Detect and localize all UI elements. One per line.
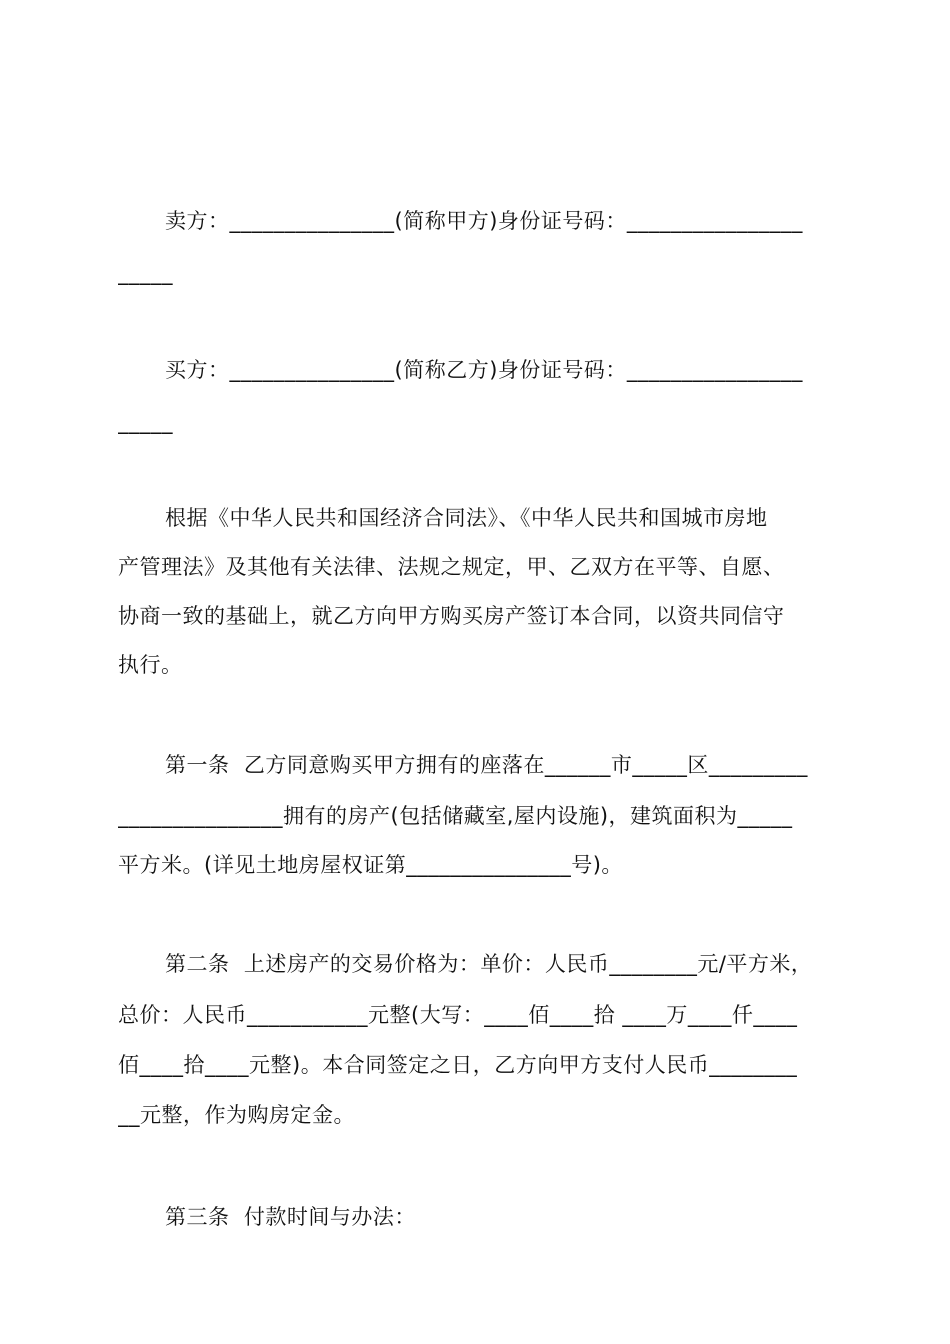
preamble-line-1: 根据《中华人民共和国经济合同法》、《中华人民共和国城市房地: [165, 506, 768, 530]
article1-line-2: _______________拥有的房产(包括储藏室,屋内设施)，建筑面积为_____: [118, 804, 793, 828]
preamble-line-2: 产管理法》及其他有关法律、法规之规定，甲、乙双方在平等、自愿、: [118, 555, 785, 579]
seller-line: 卖方：_______________(简称甲方)身份证号码：________________: [165, 209, 803, 233]
preamble-line-4: 执行。: [118, 653, 183, 677]
article2-line-1: 第二条 上述房产的交易价格为：单价：人民币________元/平方米，: [165, 952, 813, 976]
preamble-line-3: 协商一致的基础上，就乙方向甲方购买房产签订本合同，以资共同信守: [118, 604, 785, 628]
article1-line-1: 第一条 乙方同意购买甲方拥有的座落在______市_____区_________: [165, 753, 808, 777]
buyer-line: 买方：_______________(简称乙方)身份证号码：________________: [165, 358, 803, 382]
article2-line-4: __元整，作为购房定金。: [118, 1103, 355, 1127]
article2-line-2: 总价：人民币___________元整(大写：____佰____拾 ____万____仟____: [118, 1003, 798, 1027]
seller-line-continued: _____: [118, 261, 173, 285]
article1-line-3: 平方米。(详见土地房屋权证第_______________号)。: [118, 853, 623, 877]
buyer-line-continued: _____: [118, 410, 173, 434]
article2-line-3: 佰____拾____元整)。本合同签定之日，乙方向甲方支付人民币________: [118, 1053, 798, 1077]
article3-heading: 第三条 付款时间与办法：: [165, 1205, 416, 1229]
